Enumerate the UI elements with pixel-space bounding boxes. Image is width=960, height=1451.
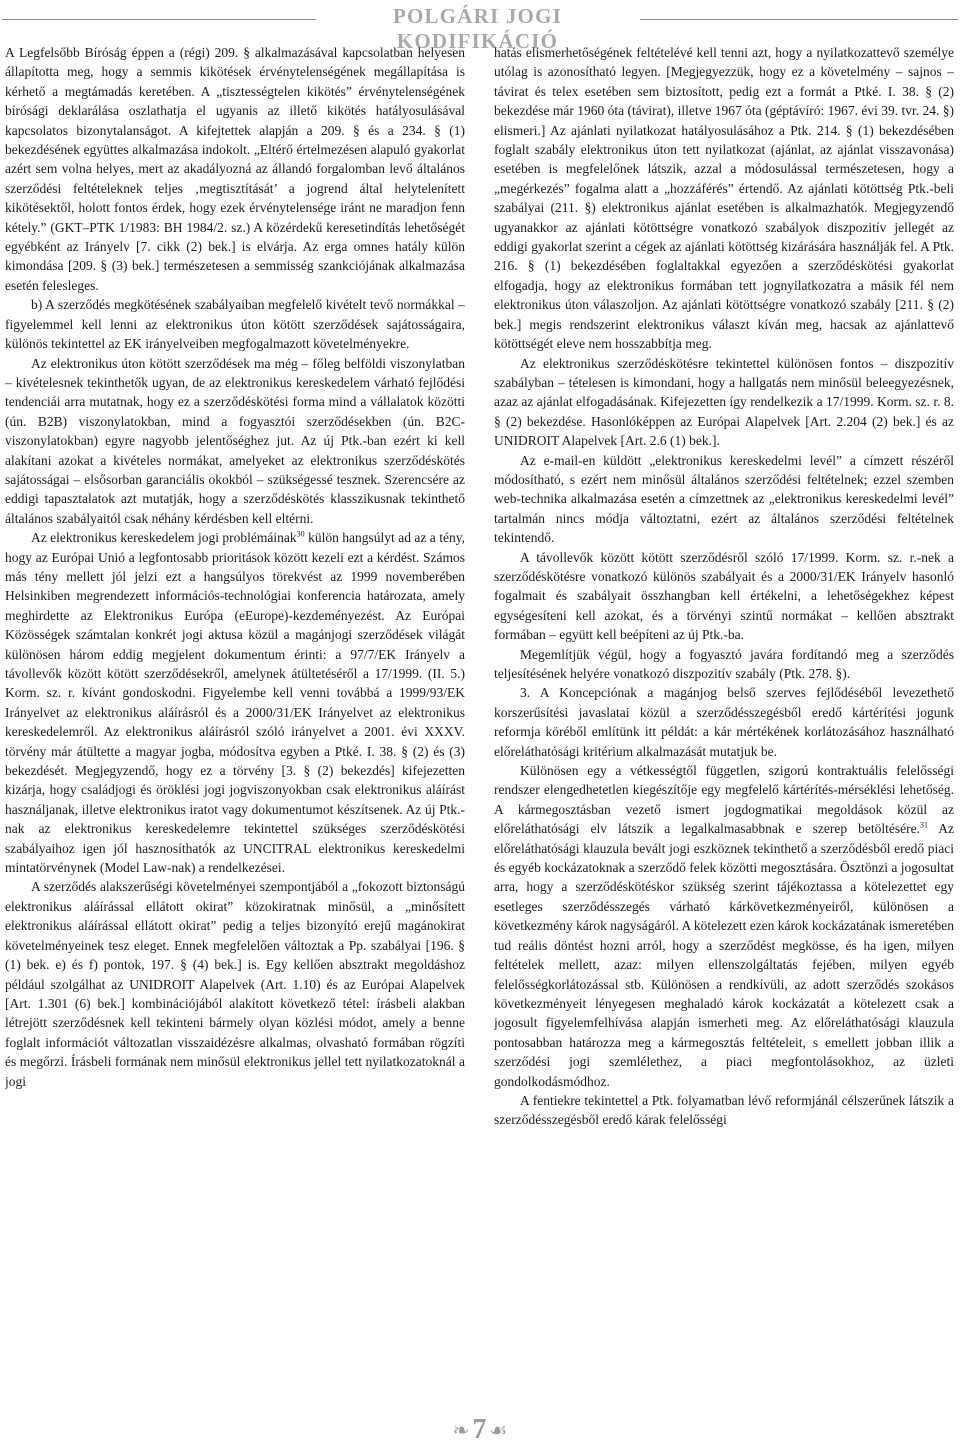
footnote-marker: 31 xyxy=(919,820,928,830)
paragraph-text: Különösen egy a vétkességtől független, szigorú kontraktuális felelősségi rendszer elengedhetetlen kiegészítője egy megfelelő kártérítés-mérséklési lehetőség. A kármegosztásban vezető ismert jogdogmatikai megoldások közül az előreláthatósági elv látszik a legalkalmasabbnak e szerep betöltésére. xyxy=(494,763,954,837)
paragraph: Az elektronikus úton kötött szerződések ma még – főleg belföldi viszonylatban – kivételesnek tekinthetők ugyan, de az elektronikus kereskedelem várható fejlődési tendenciái arra mutatnak, hogy ez a szerződéskötési forma mind a vállalatok közötti (ún. B2B) viszonylatokban, mind a fogyasztói szerződésekben (ún. B2C-viszonylatokban) egyre nagyobb jelentőséghez jut. Az új Ptk.-ban ezért ki kell alakítani azokat a kivételes normákat, amelyeket az elektronikus szerződéskötés sajátosságai – elsősorban garanciális okokból – szükségessé tesznek. Szerencsére az eddigi tapasztalatok azt mutatják, hogy a szerződéskötés klasszikusnak tekinthető általános szabályaitól csak néhány kérdésben kell eltérni. xyxy=(5,355,465,526)
paragraph-text: külön hangsúlyt ad az a tény, hogy az Európai Unió a legfontosabb prioritások között kezeli ezt a kérdést. Számos más tény mellett jól jelzi ezt a hangsúlyos törekvést az 1999 novemberében Helsinkiben megrendezett információs-technológiai konferencia határozata, amely meghirdette az Elektronikus Európa (eEurope)-kezdeményezést. Az Európai Közösségek számtalan konkrét jogi aktusa közül a magánjogi szerződések világát különösen három eddig megjelent dokumentum érinti: a 97/7/EK Irányelv a távollevők között kötött szerződésekről, amelynek átültetéséről a 17/1999. (II. 5.) Korm. sz. r. kívánt gondoskodni. Figyelembe kell venni továbbá a 1999/93/EK Irányelvet az elektronikus aláírásról és a 2000/31/EK Irányelvet az elektronikus kereskedelemről. Az elektronikus aláírásról szóló irányelvet a 2001. évi XXXV. törvény már átültette a magyar jogba, módosítva egyben a Ptké. I. 38. § (2) és (3) bekezdését. Megjegyzendő, hogy ez a törvény [3. § (2) bekezdés] kifejezetten kizárja, hogy családjogi és öröklési jogi jogviszonyokban csak elektronikus aláírást használjanak, illetve elektronikus iratot vagy dokumentumot készítsenek. Az új Ptk.-nak az elektronikus kereskedelemre tekintettel szükséges szerződéskötési szabályaihoz igen jól hasznosíthatók az UNCITRAL elektronikus kereskedelmi mintatörvénynek (Model Law-nak) a rendelkezései. xyxy=(5,530,465,876)
header-rule-left xyxy=(2,19,316,20)
paragraph: A fentiekre tekintettel a Ptk. folyamatban lévő reformjánál célszerűnek látszik a szerződésszegésből eredő kárak felelősségi xyxy=(494,1092,954,1128)
paragraph: b) A szerződés megkötésének szabályaiban megfelelő kivételt tevő normákkal – figyelemmel kell lenni az elektronikus úton kötött szerződések sajátosságaira, különös tekintettel az EK irányelveiben megfogalmazott követelményekre. xyxy=(5,297,465,352)
paragraph xyxy=(5,528,465,877)
header-rule-right xyxy=(640,19,958,20)
ornament-right-icon: ☙ xyxy=(489,1420,508,1442)
footnote-marker: 30 xyxy=(296,529,305,539)
paragraph-text: Az elektronikus kereskedelem jogi problémáinak xyxy=(31,530,297,546)
paragraph: A Legfelsőbb Bíróság éppen a (régi) 209. § alkalmazásával kapcsolatban helyesen állapította meg, hogy a semmis kikötések érvénytelenségének megállapítása is kérhető a megtámadás keretében. A „tisztességtelen kikötés” érvénytelenségének bírósági deklarálása oszlathatja el ugyanis az illető kikötés hatályosulásával kapcsolatos bizonytalanságot. A kifejtettek alapján a 209. § és a 234. § (1) bekezdésének együttes alkalmazása indokolt. „Eltérő értelmezésen alapuló gyakorlat azért sem volna helyes, mert az akadályozná az állandó forgalomban levő általános szerződési feltételeknek teljes ‚megtisztítását’ a jogrend által helytelenített kikötésektől, holott fontos érdek, hogy ezek érvénytelensége iránt ne maradjon fenn kétely.” (GKT–PTK 1/1983: BH 1984/2. sz.) A közérdekű keresetindítás lehetőségét egyébként az Irányelv [7. cikk (2) bek.] is elvárja. Az erga omnes hatály külön kimondása [209. § (3) bek.] természetesen a semmisség szankciójának alkalmazása esetén felesleges. xyxy=(5,45,465,293)
right-column xyxy=(494,43,954,1411)
left-column xyxy=(5,43,465,1411)
running-header xyxy=(0,4,960,53)
paragraph-text: Az előreláthatósági klauzula bevált jogi eszköznek tekinthető a szerződésből eredő piaci és egyéb kockázatoknak a szerződő felek közötti megosztására. Ösztönzi a jogosultat arra, hogy a szerződéskötéskor szükség szerint tájékoztassa a kötelezettet egy esetleges szerződésszegés várható kárkövetkezményeiről, különösen a következmény károk nagyságáról. A kötelezett ezen károk kockázatának ismeretében tud reális döntést hozni arról, hogy a szerződést megkösse, és ha igen, milyen feltételek mellett, azaz: milyen ellenszolgáltatás fejében, milyen egyéb felelősségkorlátozással stb. Különösen a rendkívüli, az adott szerződés szokásos következményeit lényegesen meghaladó károk kockázatát a kötelezett csak a jogosult figyelemfelhívása alapján ismerheti meg. Az előreláthatósági klauzula pontosabban határozza meg a kármegosztás feltételeit, s emellett jobban illik a szerződési jogi szemlélethez, a piaci megfontolásokhoz, az üzleti gondolkodásmódhoz. xyxy=(494,821,954,1089)
paragraph: 3. A Koncepciónak a magánjog belső szerves fejlődéséből levezethető korszerűsítési javaslatai közül a szerződésszegésből eredő kártérítési jogunk reformja köréből említünk itt példát: a kár mértékének korlátozásához használható előreláthatósági kritérium alkalmazását mutatjuk be. xyxy=(494,685,954,759)
ornament-left-icon: ❧ xyxy=(452,1420,470,1442)
page-footer xyxy=(430,1414,530,1444)
journal-title: POLGÁRI JOGI KODIFIKÁCIÓ xyxy=(393,4,562,53)
paragraph: hatás elismerhetőségének feltételévé kell tenni azt, hogy a nyilatkozattevő személye utólag is azonosítható legyen. [Megjegyezzük, hogy ez a követelmény – sajnos – távirat és telex esetében sem biztosított, pedig ezt a formát a Ptké. I. 38. § (2) bekezdése már 1960 óta (távirat), illetve 1967 óta (géptávíró: 1967. évi 39. tvr. 24. §) elismeri.] Az ajánlati nyilatkozat hatályosulásához a Ptk. 214. § (1) bekezdésében foglalt szabály elektronikus úton tett nyilatkozat (ajánlat, az ajánlat visszavonása) esetében is megfelelőnek látszik, azzal a módosulással természetesen, hogy a „megérkezés” fogalma alatt a „hozzáférés” értendő. Az ajánlati kötöttség Ptk.-beli szabályai (211. §) elektronikus ajánlat esetében is alkalmazhatók. Megjegyzendő ugyanakkor az ajánlati kötöttségre vonatkozó szabályok diszpozitív jellegét az eddigi gyakorlat szerint a cégek az ajánlati kötöttség kizárására használják fel. A Ptk. 216. § (1) bekezdésében foglaltakkal egyezően a szerződéskötési gyakorlat elfogadja, hogy az elektronikus formában tett jognyilatkozatra a másik fél nem elektronikus úton válaszoljon. Az ajánlati kötöttségre vonatkozó szabály [211. § (2) bek.] megis rendszerint elektronikus választ kíván meg, hacsak az ajánlattevő kötöttségét eleve nem hosszabbítja meg. xyxy=(494,45,954,352)
paragraph: Az e-mail-en küldött „elektronikus kereskedelmi levél” a címzett részéről módosítható, s ezért nem minősül általános szerződési feltételnek; ezzel szemben web-technika alkalmazása esetén a címzettnek az „elektronikus kereskedelmi levél” tartalmán nincs módja változtatni, ezért az általános szerződési feltételnek tekintendő. xyxy=(494,452,954,546)
paragraph: Megemlítjük végül, hogy a fogyasztó javára fordítandó meg a szerződés teljesítésének helyére vonatkozó diszpozitív szabály (Ptk. 278. §). xyxy=(494,646,954,681)
paragraph: A távollevők között kötött szerződésről szóló 17/1999. Korm. sz. r.-nek a szerződéskötésre vonatkozó különös szabályait és a 2000/31/EK Irányelv hasonló fogalmait és szabályait összhangban kell értékelni, a lehetőségekhez képest egységesíteni kell azokat, és a törvényi szintű normákat – kellően absztrakt formában – együtt kell beépíteni az új Ptk.-ba. xyxy=(494,549,954,643)
paragraph: A szerződés alakszerűségi követelményei szempontjából a „fokozott biztonságú elektronikus aláírással ellátott okirat” közokiratnak minősül, a „minősített elektronikus aláírással ellátott okirat” pedig a teljes bizonyító erejű magánokirat követelményeinek tesz eleget. Ennek megfelelően változtak a Pp. szabályai [196. § (1) bek. e) és f) pontok, 197. § (4) bek.] is. Egy kellően absztrakt megoldáshoz például szolgálhat az UNIDROIT Alapelvek (Art. 1.10) és az Európai Alapelvek [Art. 1.301 (6) bek.] kombinációjából alakított következő tétel: írásbeli alakban létrejött szerződésnek kell tekinteni bármely olyan közlési módot, amely a benne foglalt információt változatlan visszaidézésre alkalmas, olvasható formában rögzíti és megőrzi. Írásbeli formának nem minősül elektronikus jellel tett nyilatkozatoknál a jogi xyxy=(5,879,465,1089)
paragraph xyxy=(494,761,954,1091)
paragraph: Az elektronikus szerződéskötésre tekintettel különösen fontos – diszpozitív szabályban – tételesen is kimondani, hogy a hallgatás nem minősül beleegyezésnek, azaz az ajánlat elfogadásának. Kifejezetten így rendelkezik a 17/1999. Korm. sz. r. 8. § (2) bekezdése. Hasonlóképpen az Európai Alapelvek [Art. 2.204 (2) bek.] és az UNIDROIT Alapelvek [Art. 2.6 (1) bek.]. xyxy=(494,355,954,449)
page-number: 7 xyxy=(472,1414,487,1445)
